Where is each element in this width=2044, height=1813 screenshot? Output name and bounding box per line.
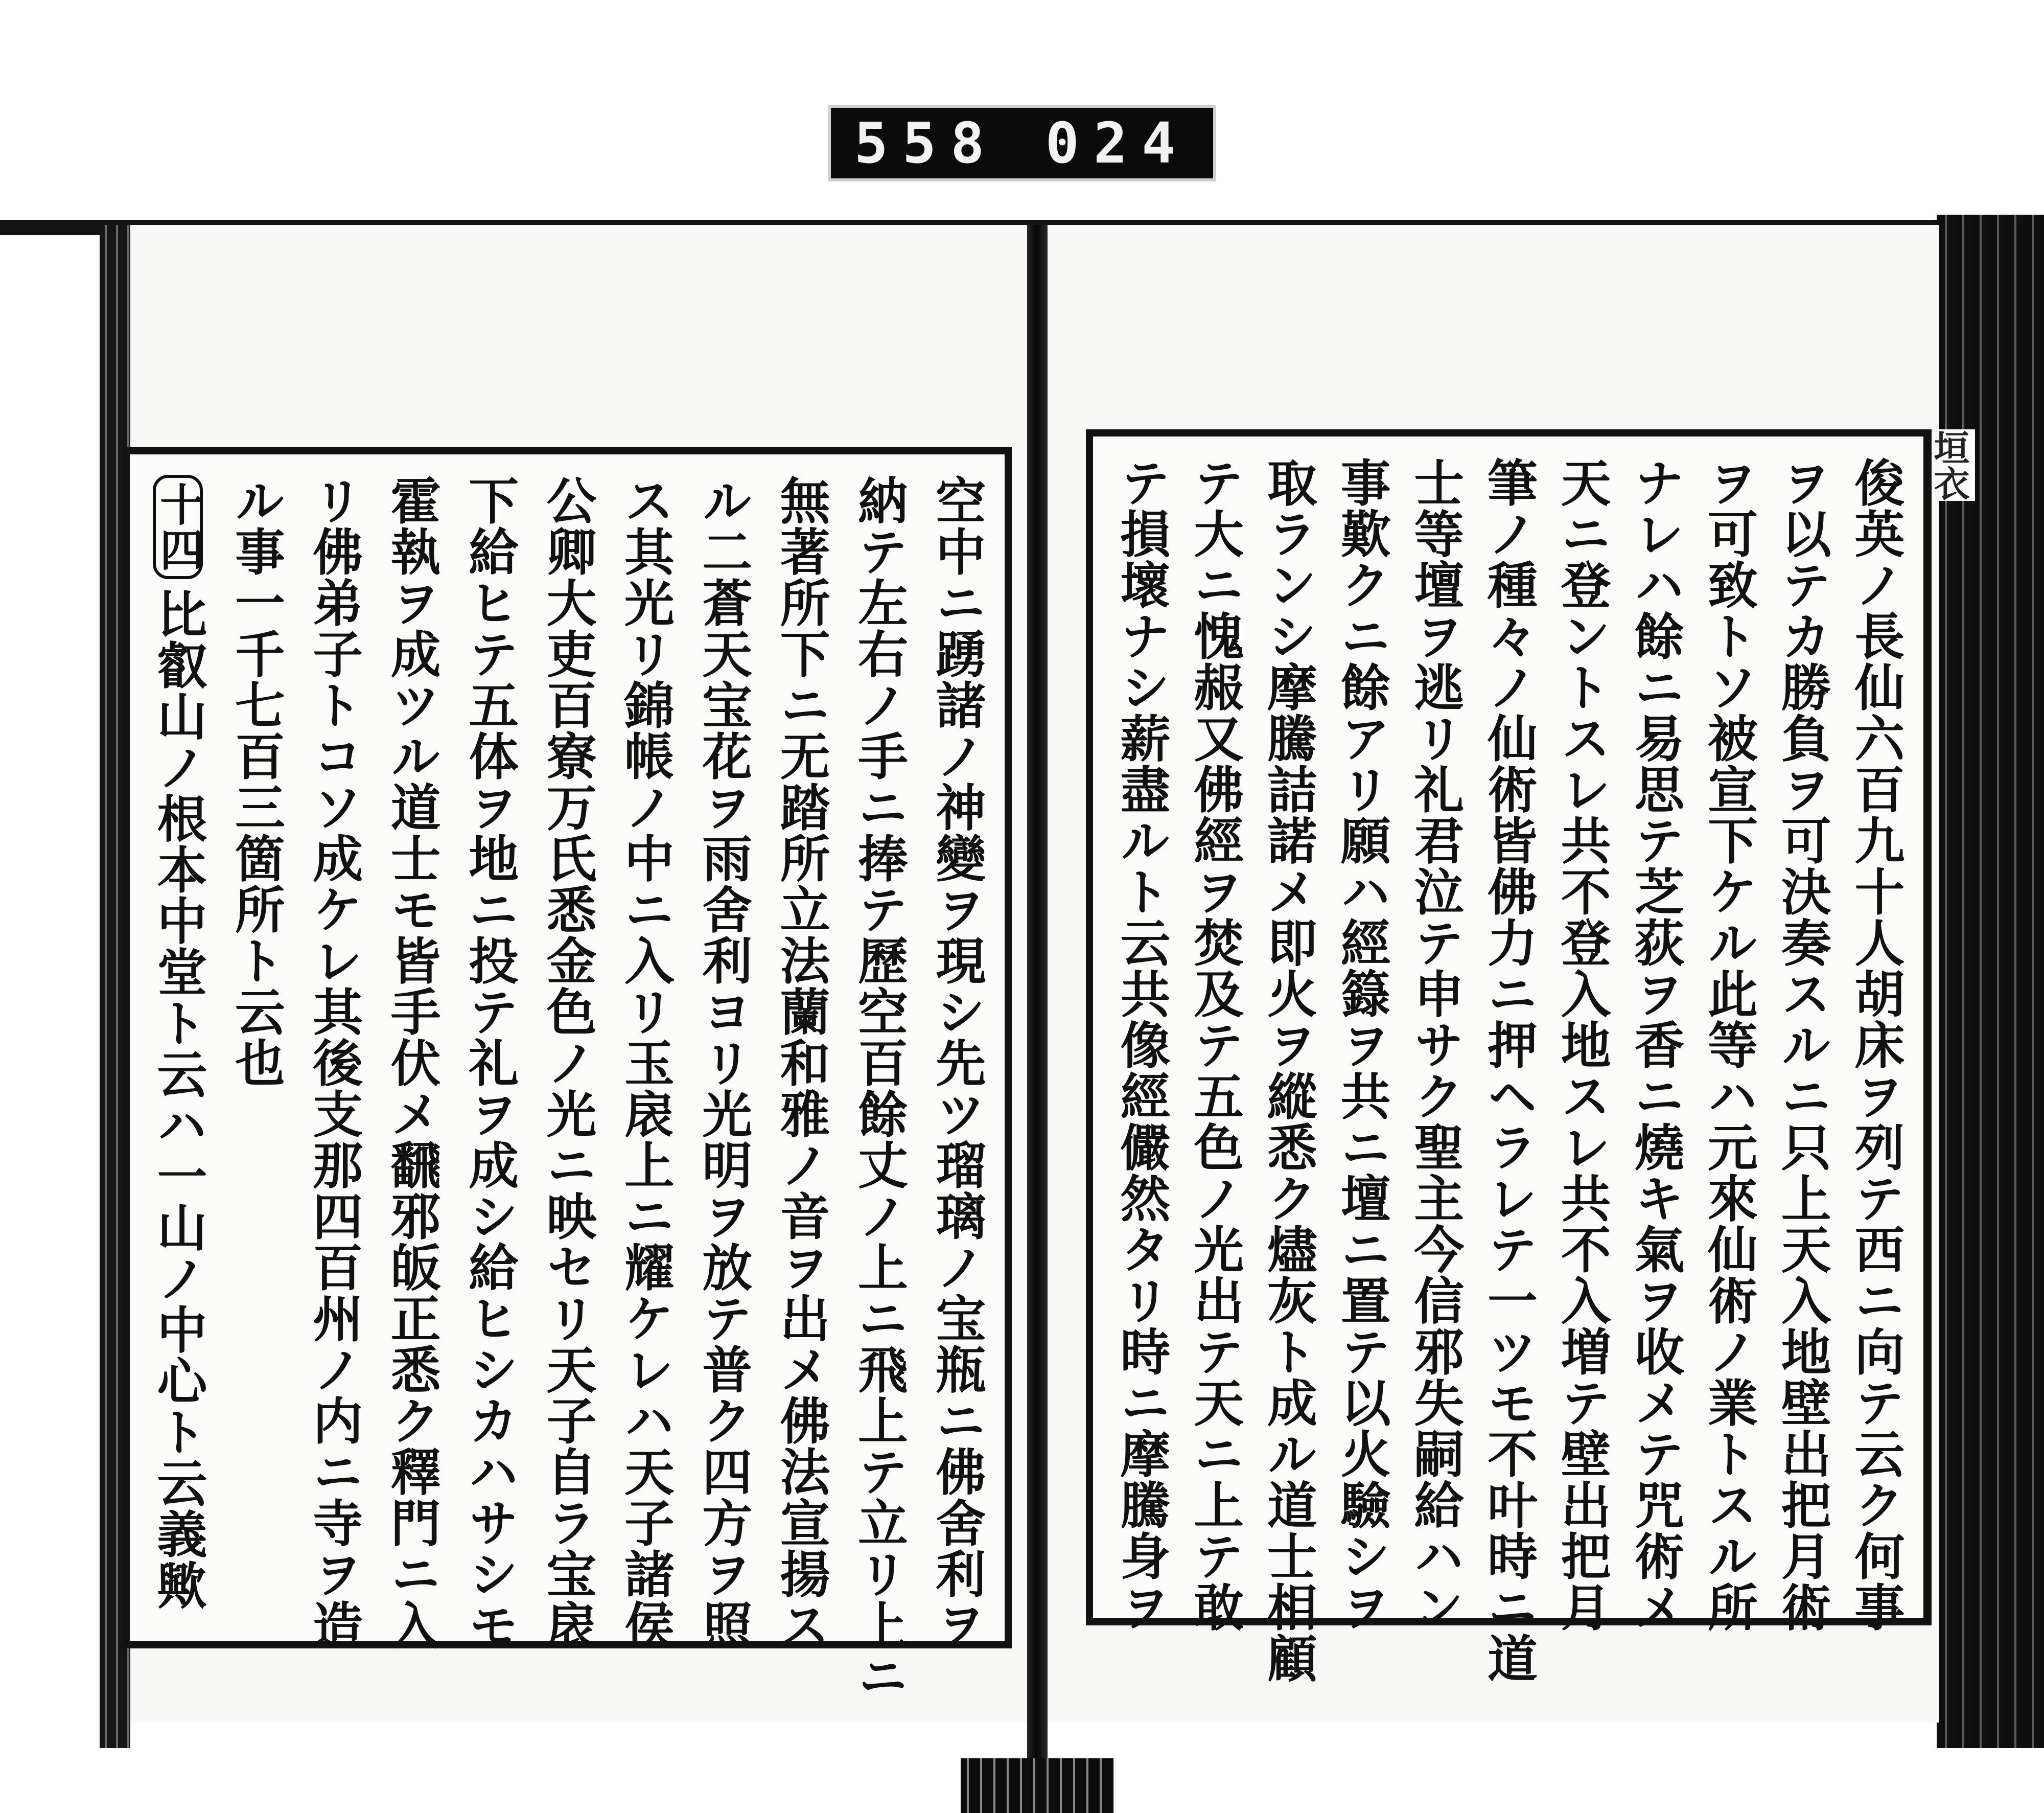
- text-column: 士等壇ヲ逃リ礼君泣テ申サク聖主今信邪失嗣給ハン: [1405, 457, 1465, 1633]
- text-column: ナレハ餘ニ易思テ芝荻ヲ香ニ燒キ氣ヲ收メテ咒術メ: [1625, 457, 1685, 1633]
- gutter-foot: [961, 1758, 1114, 1813]
- text-column: 取ランシ摩騰詰諾メ即火ヲ縱悉ク燼灰ト成ル道士相顧: [1259, 457, 1318, 1684]
- book-gutter: [1027, 225, 1048, 1779]
- frame-number-left: 558: [854, 110, 999, 176]
- text-column: 納テ左右ノ手ニ捧テ歷空百餘丈ノ上ニ飛上テ立リ上ニ: [849, 475, 909, 1702]
- text-column: 空中ニ踴諸ノ神變ヲ現シ先ツ瑠璃ノ宝瓶ニ佛舍利ヲ: [927, 475, 986, 1650]
- section-number-mark: 十四: [153, 475, 203, 579]
- text-column: リ佛弟子トコソ成ケレ其後支那四百州ノ内ニ寺ヲ造: [304, 475, 363, 1650]
- frame-number-label: [828, 105, 1216, 181]
- text-column: 俊英ノ長仙六百九十人胡床ヲ列テ西ニ向テ云ク何事: [1846, 457, 1905, 1633]
- text-column: 公卿大吏百寮万氏悉金色ノ光ニ映セリ天子自ラ宝扆: [538, 475, 597, 1650]
- text-column: ス其光リ錦帳ノ中ニ入リ玉扆上ニ耀ケレハ天子諸侯: [616, 475, 675, 1650]
- text-column: テ大ニ愧赧又佛經ヲ焚及テ五色ノ光出テ天ニ上テ敢: [1185, 457, 1244, 1633]
- text-column: ル事一千七百三箇所ト云也: [226, 475, 286, 1088]
- frame-number-right: 024: [1045, 110, 1190, 176]
- spine-title: 垣衣: [1939, 429, 1975, 501]
- text-column: 天ニ登ントスレ共不登入地スレ共不入増テ壁出把月: [1552, 457, 1612, 1633]
- right-page-text-frame: [1086, 429, 1932, 1684]
- text-column: テ損壞ナシ薪盡ルト云共像經儼然タリ時ニ摩騰身ヲ: [1112, 457, 1171, 1633]
- text-column: 下給ヒテ五体ヲ地ニ投テ礼ヲ成シ給ヒシカハサシモ: [460, 475, 519, 1650]
- left-page-text-frame: [123, 447, 1012, 1702]
- text-column: ヲ可致トソ被宣下ケル此等ハ元來仙術ノ業トスル所: [1699, 457, 1758, 1633]
- section-column: [149, 475, 207, 1626]
- text-column: 無著所下ニ无踏所立法蘭和雅ノ音ヲ出メ佛法宣揚ス: [772, 475, 831, 1650]
- text-column: 筆ノ種々ノ仙術皆佛力ニ押ヘラレテ一ツモ不叶時ニ道: [1479, 457, 1538, 1684]
- text-column: 霍執ヲ成ツル道士モ皆手伏メ飜邪皈正悉ク釋門ニ入: [382, 475, 442, 1650]
- text-column: ヲ以テカ勝負ヲ可決奏スルニ只上天入地壁出把月術: [1773, 457, 1832, 1633]
- text-column: ル二蒼天宝花ヲ雨舍利ヨリ光明ヲ放テ普ク四方ヲ照: [693, 475, 753, 1650]
- text-column: 比叡山ノ根本中堂ト云ハ一山ノ中心ト云義歟: [149, 588, 207, 1611]
- text-column: 事歎クニ餘アリ願ハ經籙ヲ共ニ壇ニ置テ以火驗シヲ: [1332, 457, 1391, 1633]
